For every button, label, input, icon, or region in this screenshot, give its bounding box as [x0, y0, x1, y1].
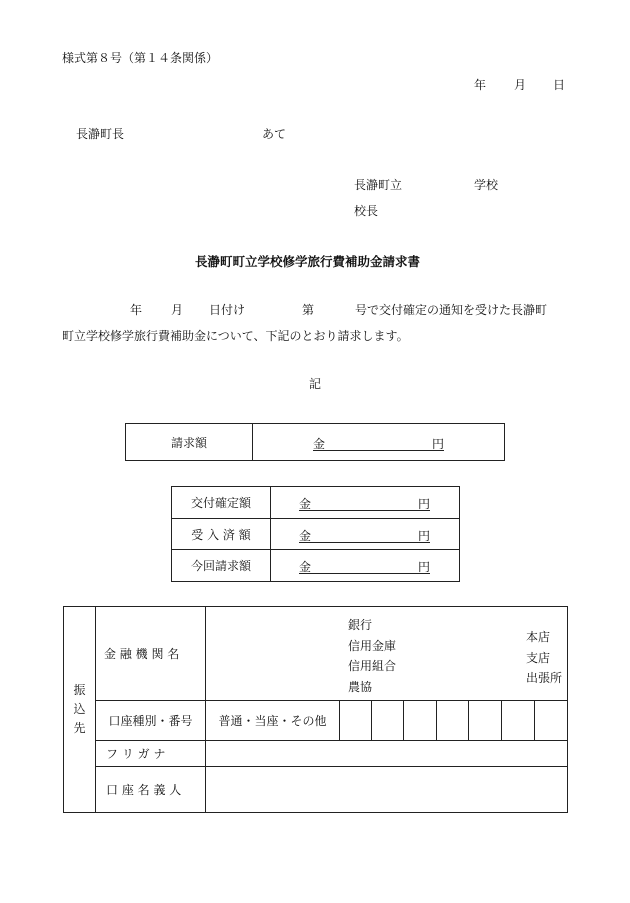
account-digit-box[interactable] [340, 701, 372, 740]
institution-cell[interactable] [206, 607, 568, 701]
claim-kin: 金 [313, 437, 326, 451]
breakdown-amount-line [299, 527, 430, 543]
breakdown-amount-cell[interactable] [271, 519, 460, 550]
ki-heading: 記 [309, 377, 322, 391]
breakdown-row [172, 550, 460, 582]
institution-type: 信用組合 [348, 659, 397, 673]
claim-amount-line [313, 435, 444, 451]
form-number: 様式第８号（第１４条関係） [62, 51, 219, 65]
date-day: 日 [553, 78, 566, 92]
body-month: 月 [171, 303, 184, 317]
breakdown-kin: 金 [299, 497, 312, 511]
transfer-side-label [64, 607, 96, 813]
addressee-suffix: あて [262, 127, 287, 141]
branch-types [526, 627, 562, 689]
breakdown-yen: 円 [417, 560, 430, 574]
body-line1-rest: 号で交付確定の通知を受けた長瀞町 [355, 303, 548, 317]
breakdown-kin: 金 [299, 529, 312, 543]
side-char: 込 [73, 702, 86, 716]
claim-label: 請求額 [126, 424, 253, 461]
breakdown-amount-line [299, 495, 430, 511]
institution-type: 銀行 [348, 618, 373, 632]
account-digit-box[interactable] [372, 701, 404, 740]
breakdown-label: 受 入 済 額 [172, 519, 271, 550]
claim-table [125, 423, 505, 461]
document-title: 長瀞町町立学校修学旅行費補助金請求書 [195, 254, 421, 269]
holder-field[interactable] [206, 766, 568, 812]
body-dai: 第 [302, 303, 315, 317]
account-digit-box[interactable] [437, 701, 469, 740]
breakdown-label: 今回請求額 [172, 550, 271, 582]
branch-type: 出張所 [525, 671, 562, 685]
furigana-field[interactable] [206, 740, 568, 766]
account-digit-box[interactable] [535, 701, 568, 740]
breakdown-amount-cell[interactable] [271, 487, 460, 519]
institution-type: 農協 [348, 679, 373, 694]
claim-amount-cell[interactable] [253, 424, 505, 461]
institution-label: 金 融 機 関 名 [96, 607, 206, 701]
branch-type: 支店 [525, 650, 550, 665]
breakdown-yen: 円 [417, 497, 430, 511]
account-digit-box[interactable] [502, 701, 535, 740]
breakdown-row [172, 519, 460, 550]
breakdown-amount-line [299, 558, 430, 574]
breakdown-amount-cell[interactable] [271, 550, 460, 582]
breakdown-kin: 金 [299, 560, 312, 574]
addressee-name: 長瀞町長 [76, 127, 125, 141]
body-date-suffix: 日付け [209, 303, 246, 317]
breakdown-row [172, 487, 460, 519]
claim-yen: 円 [431, 437, 444, 451]
breakdown-table [171, 486, 460, 582]
holder-label: 口 座 名 義 人 [96, 766, 206, 812]
breakdown-label: 交付確定額 [172, 487, 271, 519]
institution-type: 信用金庫 [348, 638, 397, 653]
institution-types [348, 615, 396, 697]
account-label: 口座種別・番号 [96, 701, 206, 740]
side-char: 先 [73, 721, 86, 735]
breakdown-yen: 円 [417, 529, 430, 543]
date-month: 月 [514, 78, 527, 92]
account-digit-box[interactable] [469, 701, 502, 740]
body-line2: 町立学校修学旅行費補助金について、下記のとおり請求します。 [62, 329, 409, 343]
body-year: 年 [130, 303, 143, 317]
sender-school-prefix: 長瀞町立 [354, 178, 403, 192]
account-types[interactable]: 普通・当座・その他 [206, 701, 340, 740]
date-year: 年 [474, 78, 487, 92]
account-digit-box[interactable] [404, 701, 437, 740]
side-char: 振 [73, 683, 86, 697]
furigana-label: フ リ ガ ナ [96, 740, 206, 766]
bank-table [63, 606, 568, 813]
branch-type: 本店 [525, 630, 550, 644]
sender-principal: 校長 [354, 204, 379, 218]
sender-school-suffix: 学校 [474, 178, 499, 192]
